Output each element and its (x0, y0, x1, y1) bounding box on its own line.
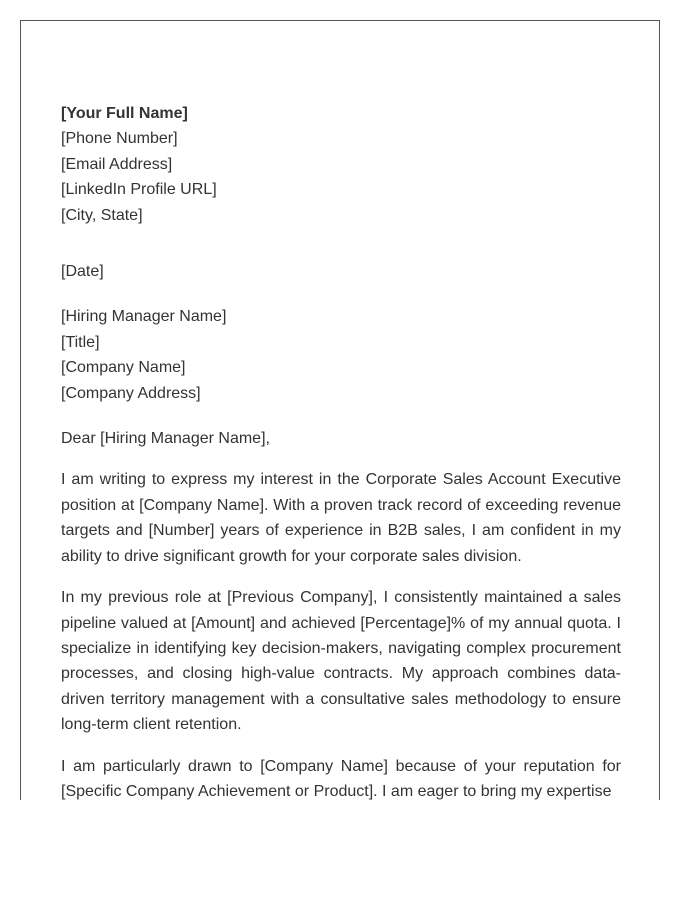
sender-email: [Email Address] (61, 155, 173, 173)
sender-linkedin: [LinkedIn Profile URL] (61, 181, 217, 199)
date-block (61, 259, 621, 284)
recipient-company: [Company Name] (61, 359, 186, 377)
sender-block (61, 101, 621, 228)
sender-phone: [Phone Number] (61, 130, 178, 148)
sender-location: [City, State] (61, 206, 143, 224)
recipient-name: [Hiring Manager Name] (61, 308, 227, 326)
letter-date: [Date] (61, 263, 104, 281)
salutation-block (61, 426, 621, 451)
recipient-address: [Company Address] (61, 384, 201, 402)
recipient-block (61, 304, 621, 406)
salutation: Dear [Hiring Manager Name], (61, 430, 270, 448)
letter-content (61, 101, 621, 800)
body-paragraph-3: I am particularly drawn to [Company Name] because of your reputation for [Specific Company Achievement or Product]. I am eager to bring my expertise (61, 757, 621, 800)
body-paragraph-1: I am writing to express my interest in the Corporate Sales Account Executive position at [Company Name]. With a proven track record of exceeding revenue targets and [Number] years of experience in B2B sales, I am confident in my ability to drive significant growth for your corporate sales division. (61, 471, 621, 565)
letter-page (20, 20, 660, 800)
sender-full-name: [Your Full Name] (61, 105, 188, 122)
recipient-title: [Title] (61, 333, 100, 351)
body-paragraph-2: In my previous role at [Previous Company], I consistently maintained a sales pipeline valued at [Amount] and achieved [Percentage]% of my annual quota. I specialize in identifying key decision-makers, navigating complex procurement processes, and closing high-value contracts. My approach combines data-driven territory management with a consultative sales methodology to ensure long-term client retention. (61, 589, 621, 734)
